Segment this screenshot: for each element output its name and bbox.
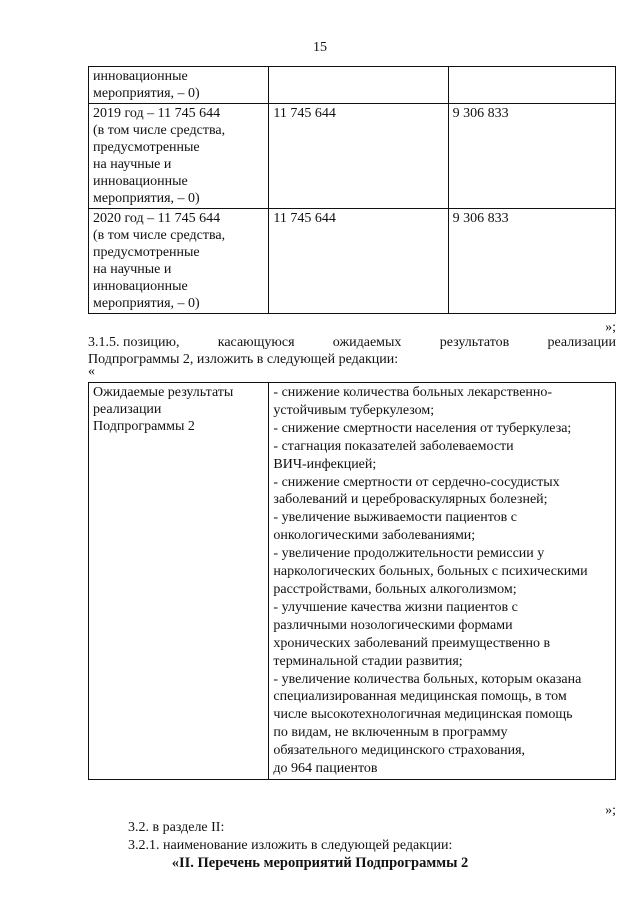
- cell-line: инновационные: [93, 279, 188, 294]
- cell-line: на научные и: [93, 262, 172, 277]
- result-line: - увеличение продолжительности ремиссии у: [273, 546, 545, 562]
- result-line: - увеличение выживаемости пациентов с: [273, 510, 517, 526]
- cell-line: предусмотренные: [93, 245, 200, 260]
- result-line: терминальной стадии развития;: [273, 653, 463, 669]
- cell-line: 2020 год – 11 745 644: [93, 211, 221, 226]
- paragraph-3-1-5: [88, 334, 616, 368]
- page-number: 15: [313, 40, 327, 55]
- table-row: [89, 209, 616, 314]
- paragraph-3-1-5-line-2: Подпрограммы 2, изложить в следующей редакции:: [88, 352, 399, 367]
- section-heading: «II. Перечень мероприятий Подпрограммы 2: [171, 855, 469, 871]
- result-line: до 964 пациентов: [273, 761, 378, 777]
- cell-line: мероприятия, – 0): [93, 296, 200, 311]
- table-cell-c3: [448, 104, 615, 209]
- paragraph-word: касающуюся: [217, 335, 295, 350]
- result-line: хронических заболеваний преимущественно в: [273, 635, 551, 651]
- funding-table: [88, 66, 616, 314]
- paragraph-word: ожидаемых: [332, 335, 402, 350]
- result-line: - улучшение качества жизни пациентов с: [273, 599, 518, 615]
- cell-line: (в том числе средства,: [93, 228, 226, 243]
- result-line: различными нозологическими формами: [273, 617, 513, 633]
- table-cell-c2: [269, 104, 448, 209]
- results-items-cell: [269, 383, 616, 780]
- result-line: ВИЧ-инфекцией;: [273, 456, 377, 472]
- table-cell-c2: [269, 67, 448, 104]
- result-line: числе высокотехнологичная медицинская помощь: [273, 707, 573, 723]
- table-cell-c3: [448, 67, 615, 104]
- cell-line: инновационные: [93, 69, 188, 84]
- table-row: [89, 104, 616, 209]
- paragraph-3-2-1: 3.2.1. наименование изложить в следующей редакции:: [128, 838, 453, 853]
- cell-line: 11 745 644: [273, 211, 336, 226]
- result-line: - снижение смертности от сердечно-сосудистых: [273, 474, 560, 490]
- result-line: наркологических больных, больных с психическими: [273, 564, 588, 580]
- cell-line: 11 745 644: [273, 106, 336, 121]
- result-line: - стагнация показателей заболеваемости: [273, 438, 514, 454]
- paragraph-word: реализации: [547, 335, 616, 350]
- cell-line: на научные и: [93, 157, 172, 172]
- cell-line: предусмотренные: [93, 140, 200, 155]
- expected-results-table: [88, 382, 616, 780]
- cell-line: 2019 год – 11 745 644: [93, 106, 221, 121]
- result-line: - снижение количества больных лекарственно-: [273, 385, 553, 400]
- cell-line: инновационные: [93, 174, 188, 189]
- result-line: устойчивым туберкулезом;: [273, 402, 435, 418]
- cell-line: мероприятия, – 0): [93, 191, 200, 206]
- result-line: по видам, не включенным в программу: [273, 725, 508, 741]
- table-cell-c2: [269, 209, 448, 314]
- opening-quote: «: [88, 364, 95, 379]
- table-row: [89, 383, 616, 780]
- result-line: специализированная медицинская помощь, в том: [273, 689, 567, 705]
- table-row: [89, 67, 616, 104]
- label-line: Ожидаемые результаты: [93, 385, 234, 400]
- paragraph-3-1-5-line-1: [88, 334, 616, 351]
- paragraph-word: результатов: [439, 335, 510, 350]
- cell-line: 9 306 833: [452, 211, 509, 226]
- label-line: реализации: [93, 402, 162, 417]
- result-line: - увеличение количества больных, которым оказана: [273, 671, 582, 687]
- result-line: обязательного медицинского страхования,: [273, 743, 526, 759]
- result-line: расстройствами, больных алкоголизмом;: [273, 581, 517, 597]
- result-line: онкологическими заболеваниями;: [273, 528, 476, 544]
- table-cell-c3: [448, 209, 615, 314]
- closing-quote-2: »;: [605, 803, 616, 818]
- paragraph-3-2: 3.2. в разделе II:: [128, 820, 225, 835]
- cell-line: мероприятия, – 0): [93, 86, 200, 101]
- results-label-cell: [89, 383, 269, 780]
- closing-quote: »;: [605, 320, 616, 335]
- paragraph-word: 3.1.5. позицию,: [88, 335, 180, 350]
- table-cell-c1: [89, 209, 269, 314]
- result-line: заболеваний и цереброваскулярных болезней;: [273, 492, 548, 508]
- label-line: Подпрограммы 2: [93, 419, 195, 434]
- result-line: - снижение смертности населения от туберкулеза;: [273, 420, 572, 436]
- cell-line: 9 306 833: [452, 106, 509, 121]
- cell-line: (в том числе средства,: [93, 123, 226, 138]
- table-cell-c1: [89, 104, 269, 209]
- table-cell-c1: [89, 67, 269, 104]
